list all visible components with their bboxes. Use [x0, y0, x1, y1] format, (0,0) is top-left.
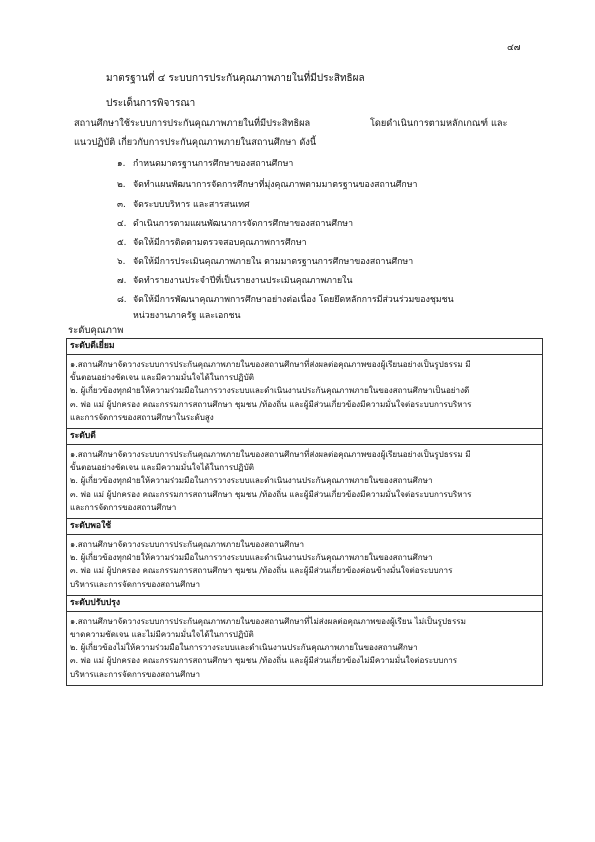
- level-title: ระดับดีเยี่ยม: [67, 339, 542, 355]
- level-title: ระดับปรับปรุง: [67, 596, 542, 612]
- level-line: บริหารและการจัดการของสถานศึกษา: [70, 668, 201, 679]
- criteria-item: ๒. จัดทำแผนพัฒนาการจัดการศึกษาที่มุ่งคุณภาพตามมาตรฐานของสถานศึกษา: [117, 180, 418, 190]
- level-line: และการจัดการของสถานศึกษา: [70, 501, 177, 512]
- level-title: ระดับดี: [67, 429, 542, 445]
- level-line: บริหารและการจัดการของสถานศึกษา: [70, 578, 201, 589]
- level-line: ๓. พ่อ แม่ ผู้ปกครอง คณะกรรมการสถานศึกษา ชุมชน /ท้องถิ่น และผู้มีส่วนเกี่ยวข้องค่อนข้างมั่นใจต่อระบบการ: [70, 565, 453, 576]
- criteria-item: ๓. จัดระบบบริหาร และสารสนเทศ: [117, 200, 250, 210]
- criteria-item: ๘. จัดให้มีการพัฒนาคุณภาพการศึกษาอย่างต่อเนื่อง โดยยึดหลักการมีส่วนร่วมของชุมชน: [117, 295, 454, 305]
- level-title: ระดับพอใช้: [67, 519, 542, 535]
- criteria-item: ๕. จัดให้มีการติดตามตรวจสอบคุณภาพการศึกษา: [117, 238, 307, 248]
- criteria-item: ๖. จัดให้มีการประเมินคุณภาพภายใน ตามมาตรฐานการศึกษาของสถานศึกษา: [117, 257, 414, 267]
- intro-line-1a: สถานศึกษาใช้ระบบการประกันคุณภาพภายในที่มีประสิทธิผล: [74, 118, 311, 129]
- level-line: ขั้นตอนอย่างชัดเจน และมีความมั่นใจได้ในการปฏิบัติ: [70, 462, 255, 473]
- criteria-item: ๗. จัดทำรายงานประจำปีที่เป็นรายงานประเมินคุณภาพภายใน: [117, 276, 353, 286]
- level-good: [67, 428, 542, 518]
- level-line: ๒. ผู้เกี่ยวข้องทุกฝ่ายให้ความร่วมมือในการวางระบบและดำเนินงานประกันคุณภาพภายในของสถานศึกษา: [70, 552, 433, 563]
- level-line: ๓. พ่อ แม่ ผู้ปกครอง คณะกรรมการสถานศึกษา ชุมชน /ท้องถิ่น และผู้มีส่วนเกี่ยวข้องมีความมั่นใจต่อระบบการบริหาร: [70, 398, 472, 409]
- criteria-item: ๔. ดำเนินการตามแผนพัฒนาการจัดการศึกษาของสถานศึกษา: [117, 219, 354, 229]
- quality-levels-table: [66, 338, 543, 686]
- quality-level-heading: ระดับคุณภาพ: [68, 325, 124, 336]
- level-line: ขาดความชัดเจน และไม่มีความมั่นใจได้ในการปฏิบัติ: [70, 629, 254, 640]
- level-line: ๑.สถานศึกษาจัดวางระบบการประกันคุณภาพภายในของสถานศึกษาที่ส่งผลต่อคุณภาพของผู้เรียนอย่างเป็นรูปธรรม มี: [70, 449, 471, 460]
- criteria-item: ๑. กำหนดมาตรฐานการศึกษาของสถานศึกษา: [117, 159, 294, 169]
- standard-title: มาตรฐานที่ ๔ ระบบการประกันคุณภาพภายในที่มีประสิทธิผล: [106, 73, 365, 84]
- level-excellent: [67, 339, 542, 428]
- intro-line-1b: โดยดำเนินการตามหลักเกณฑ์ และ: [370, 118, 508, 129]
- level-line: ๒. ผู้เกี่ยวข้องทุกฝ่ายให้ความร่วมมือในการวางระบบและดำเนินงานประกันคุณภาพภายในของสถานศึกษา: [70, 475, 433, 486]
- level-line: และการจัดการของสถานศึกษาในระดับสูง: [70, 411, 214, 422]
- level-line: ๑.สถานศึกษาจัดวางระบบการประกันคุณภาพภายในของสถานศึกษา: [70, 539, 305, 550]
- criteria-continuation: หน่วยงานภาครัฐ และเอกชน: [133, 311, 241, 321]
- page-number: ๔๗: [507, 43, 521, 53]
- level-fair: [67, 518, 542, 595]
- level-line: ๒. ผู้เกี่ยวข้องไม่ให้ความร่วมมือในการวางระบบและดำเนินงานประกันคุณภาพภายในของสถานศึกษา: [70, 642, 418, 653]
- intro-line-2: แนวปฏิบัติ เกี่ยวกับการประกันคุณภาพภายในสถานศึกษา ดังนี้: [74, 137, 317, 148]
- level-line: ๓. พ่อ แม่ ผู้ปกครอง คณะกรรมการสถานศึกษา ชุมชน /ท้องถิ่น และผู้มีส่วนเกี่ยวข้องไม่มีความมั่นใจต่อระบบการ: [70, 655, 458, 666]
- level-line: ๒. ผู้เกี่ยวข้องทุกฝ่ายให้ความร่วมมือในการวางระบบและดำเนินงานประกันคุณภาพภายในของสถานศึกษาเป็นอย่างดี: [70, 385, 470, 396]
- level-line: ขั้นตอนอย่างชัดเจน และมีความมั่นใจได้ในการปฏิบัติ: [70, 372, 255, 383]
- level-line: ๓. พ่อ แม่ ผู้ปกครอง คณะกรรมการสถานศึกษา ชุมชน /ท้องถิ่น และผู้มีส่วนเกี่ยวข้องมีความมั่นใจต่อระบบการบริหาร: [70, 488, 472, 499]
- level-needs-improvement: [67, 595, 542, 685]
- level-line: ๑.สถานศึกษาจัดวางระบบการประกันคุณภาพภายในของสถานศึกษาที่ส่งผลต่อคุณภาพของผู้เรียนอย่างเป็นรูปธรรม มี: [70, 359, 471, 369]
- issue-title: ประเด็นการพิจารณา: [106, 98, 196, 109]
- level-line: ๑.สถานศึกษาจัดวางระบบการประกันคุณภาพภายในของสถานศึกษาที่ไม่ส่งผลต่อคุณภาพของผู้เรียน ไม่เป็นรูปธรรม: [70, 615, 466, 626]
